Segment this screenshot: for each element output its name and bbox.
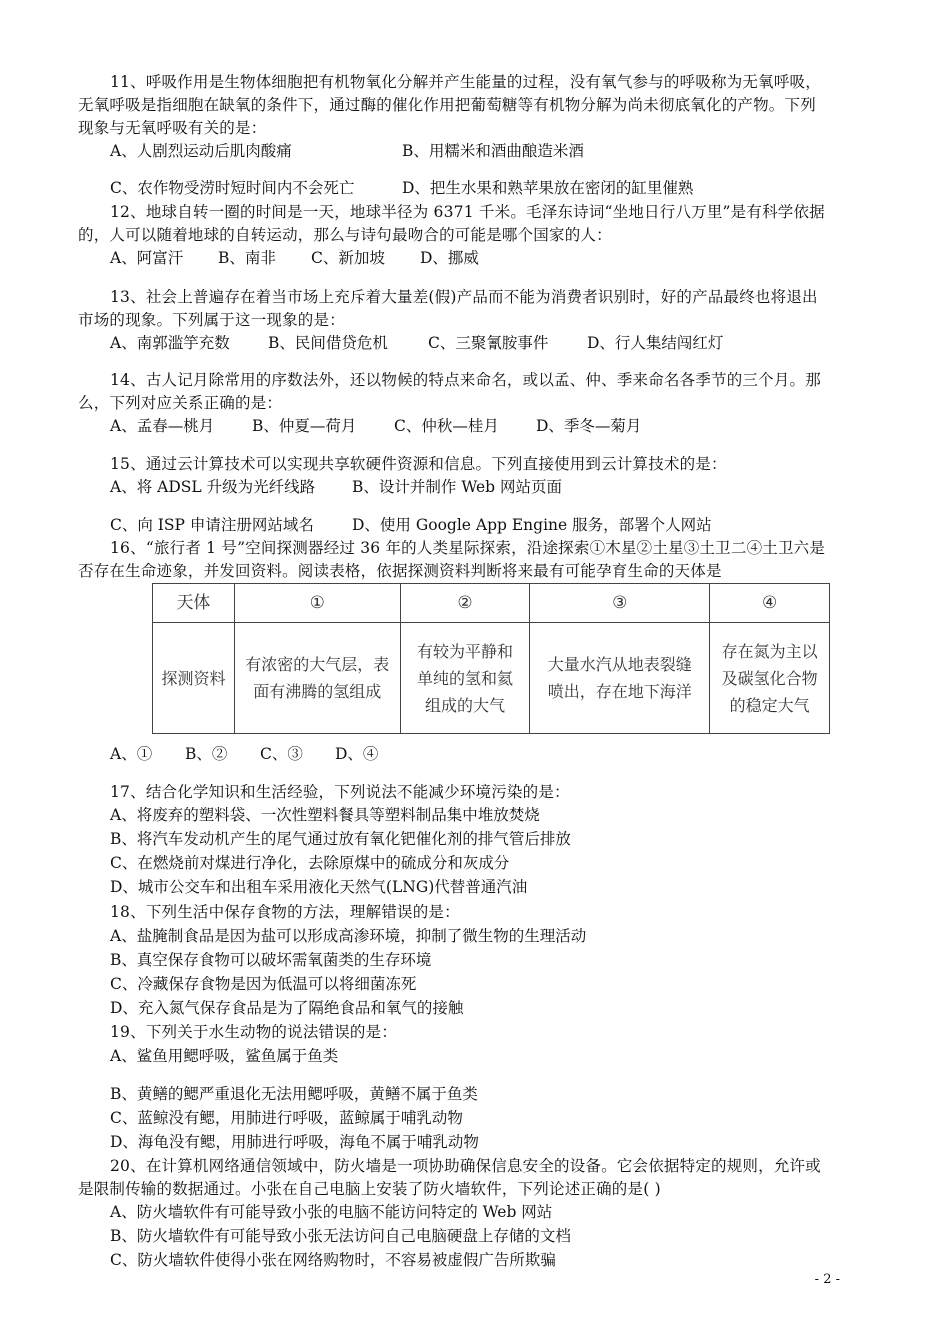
table-row-header-data: 探测资料 — [153, 623, 235, 734]
q13-stem-line1: 13、社会上普遍存在着当市场上充斥着大量差(假)产品而不能为消费者识别时，好的产品最终也将退出 — [110, 288, 818, 306]
q14-option-d: D、季冬—菊月 — [536, 417, 642, 435]
q15-option-b: B、设计并制作 Web 网站页面 — [352, 478, 563, 496]
q19-stem-line1: 19、下列关于水生动物的说法错误的是： — [110, 1023, 398, 1041]
q13-stem-line2: 市场的现象。下列属于这一现象的是： — [78, 311, 345, 329]
q17-option-c: C、在燃烧前对煤进行净化，去除原煤中的硫成分和灰成分 — [110, 854, 510, 872]
page-number: - 2 - — [814, 1272, 840, 1287]
q11-option-d: D、把生水果和熟苹果放在密闭的缸里催熟 — [402, 179, 694, 197]
cell-1-line-1: 有浓密的大气层，表 — [245, 655, 390, 674]
q19-option-c: C、蓝鲸没有鳃，用肺进行呼吸，蓝鲸属于哺乳动物 — [110, 1109, 463, 1127]
cell-2-line-1: 有较为平静和 — [417, 641, 514, 661]
q18-option-c: C、冷藏保存食物是因为低温可以将细菌冻死 — [110, 975, 417, 993]
cell-2-line-3: 组成的大气 — [425, 695, 506, 715]
q12-option-c: C、新加坡 — [311, 249, 385, 267]
q17-stem-line1: 17、结合化学知识和生活经验，下列说法不能减少环境污染的是： — [110, 783, 570, 801]
table-col-1: ① — [234, 584, 400, 623]
table-col-3: ③ — [530, 584, 710, 623]
q15-option-c: C、向 ISP 申请注册网站域名 — [110, 516, 314, 534]
table-cell-3 — [530, 623, 710, 734]
q18-option-d: D、充入氮气保存食品是为了隔绝食品和氧气的接触 — [110, 999, 464, 1017]
q12-stem-line2: 的，人可以随着地球的自转运动，那么与诗句最吻合的可能是哪个国家的人： — [78, 226, 612, 244]
q14-stem-line2: 么，下列对应关系正确的是： — [78, 394, 283, 412]
q15-option-a: A、将 ADSL 升级为光纤线路 — [110, 478, 316, 496]
q11-option-c: C、农作物受涝时短时间内不会死亡 — [110, 179, 355, 197]
q16-option-a: A、① — [110, 745, 153, 763]
cell-3-line-1: 大量水汽从地表裂缝 — [547, 655, 692, 674]
q16-option-b: B、② — [185, 745, 228, 763]
q18-option-a: A、盐腌制食品是因为盐可以形成高渗环境，抑制了微生物的生理活动 — [110, 927, 587, 945]
q18-stem-line1: 18、下列生活中保存食物的方法，理解错误的是： — [110, 903, 460, 921]
q17-option-a: A、将废弃的塑料袋、一次性塑料餐具等塑料制品集中堆放焚烧 — [110, 806, 540, 824]
table-cell-4 — [710, 623, 830, 734]
q12-option-a: A、阿富汗 — [110, 249, 184, 267]
table-col-2: ② — [400, 584, 530, 623]
q19-option-d: D、海龟没有鳃，用肺进行呼吸，海龟不属于哺乳动物 — [110, 1133, 479, 1151]
table-data-row — [153, 623, 830, 734]
q12-option-d: D、挪威 — [420, 249, 479, 267]
cell-4-line-1: 存在氮为主以 — [721, 641, 818, 661]
q20-option-a: A、防火墙软件有可能导致小张的电脑不能访问特定的 Web 网站 — [110, 1203, 553, 1221]
table-cell-1 — [234, 623, 400, 734]
q17-option-d: D、城市公交车和出租车采用液化天然气(LNG)代替普通汽油 — [110, 878, 528, 896]
q18-option-b: B、真空保存食物可以破坏需氧菌类的生存环境 — [110, 951, 432, 969]
q13-option-b: B、民间借贷危机 — [268, 334, 388, 352]
q16-option-c: C、③ — [260, 745, 303, 763]
table-row-header-body: 天体 — [153, 584, 235, 623]
q14-stem-line1: 14、古人记月除常用的序数法外，还以物候的特点来命名，或以孟、仲、季来命名各季节的三个月。那 — [110, 371, 821, 389]
cell-3-line-2: 喷出，存在地下海洋 — [547, 682, 692, 701]
probe-data-table — [152, 583, 830, 734]
table-cell-2 — [400, 623, 530, 734]
q13-option-c: C、三聚氰胺事件 — [428, 334, 549, 352]
q11-option-a: A、人剧烈运动后肌肉酸痛 — [110, 142, 292, 160]
q19-option-b: B、黄鳝的鳃严重退化无法用鳃呼吸，黄鳝不属于鱼类 — [110, 1085, 478, 1103]
q11-stem-line3: 现象与无氧呼吸有关的是： — [78, 119, 267, 137]
table-header-row — [153, 584, 830, 623]
q13-option-d: D、行人集结闯红灯 — [587, 334, 724, 352]
q14-option-a: A、孟春—桃月 — [110, 417, 215, 435]
q12-stem-line1: 12、地球自转一圈的时间是一天，地球半径为 6371 千米。毛泽东诗词“坐地日行八万里”是有科学依据 — [110, 203, 825, 221]
q16-stem-line2: 否存在生命迹象，并发回资料。阅读表格，依据探测资料判断将来最有可能孕育生命的天体是 — [78, 562, 722, 580]
q20-option-b: B、防火墙软件有可能导致小张无法访问自己电脑硬盘上存储的文档 — [110, 1227, 571, 1245]
q14-option-c: C、仲秋—桂月 — [394, 417, 499, 435]
q11-option-b: B、用糯米和酒曲酿造米酒 — [402, 142, 584, 160]
q17-option-b: B、将汽车发动机产生的尾气通过放有氧化钯催化剂的排气管后排放 — [110, 830, 571, 848]
q16-option-d: D、④ — [335, 745, 379, 763]
cell-1-line-2: 面有沸腾的氢组成 — [253, 682, 382, 701]
q20-stem-line2: 是限制传输的数据通过。小张在自己电脑上安装了防火墙软件，下列论述正确的是( ) — [78, 1180, 661, 1198]
q15-stem-line1: 15、通过云计算技术可以实现共享软硬件资源和信息。下列直接使用到云计算技术的是： — [110, 455, 727, 473]
cell-4-line-3: 的稳定大气 — [729, 695, 810, 715]
cell-2-line-2: 单纯的氢和氦 — [417, 668, 514, 688]
q12-option-b: B、南非 — [218, 249, 276, 267]
q13-option-a: A、南郭滥竽充数 — [110, 334, 230, 352]
q11-stem-line1: 11、呼吸作用是生物体细胞把有机物氧化分解并产生能量的过程，没有氧气参与的呼吸称为无氧呼吸， — [110, 73, 821, 91]
q16-stem-line1: 16、“旅行者 1 号”空间探测器经过 36 年的人类星际探索，沿途探索①木星②土星③土卫二④土卫六是 — [110, 539, 826, 557]
q14-option-b: B、仲夏—荷月 — [252, 417, 357, 435]
q20-stem-line1: 20、在计算机网络通信领域中，防火墙是一项协助确保信息安全的设备。它会依据特定的规则，允许或 — [110, 1157, 821, 1175]
cell-4-line-2: 及碳氢化合物 — [721, 668, 818, 688]
q20-option-c: C、防火墙软件使得小张在网络购物时，不容易被虚假广告所欺骗 — [110, 1251, 556, 1269]
q19-option-a: A、鲨鱼用鳃呼吸，鲨鱼属于鱼类 — [110, 1047, 339, 1065]
table-col-4: ④ — [710, 584, 830, 623]
q15-option-d: D、使用 Google App Engine 服务，部署个人网站 — [352, 516, 712, 534]
q11-stem-line2: 无氧呼吸是指细胞在缺氧的条件下，通过酶的催化作用把葡萄糖等有机物分解为尚未彻底氧化的产物。下列 — [78, 96, 816, 114]
